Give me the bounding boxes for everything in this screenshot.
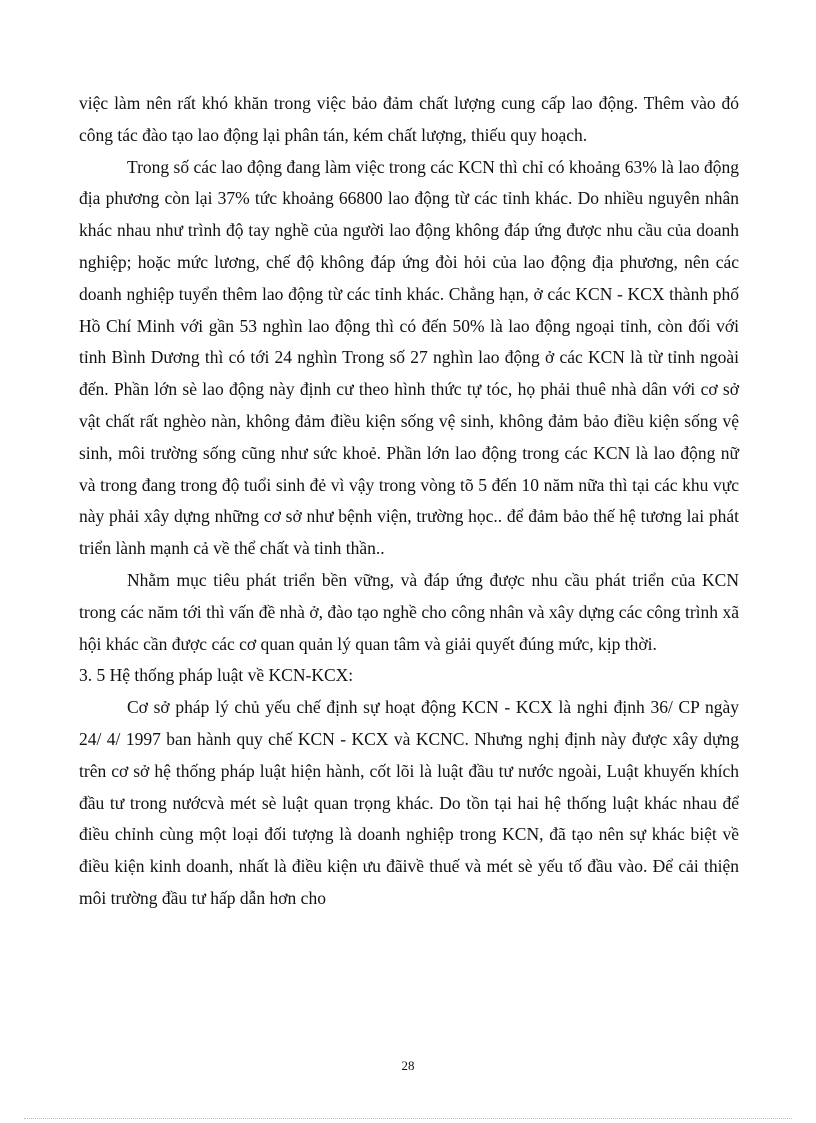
paragraph-continued: việc làm nên rất khó khăn trong việc bảo đảm chất lượng cung cấp lao động. Thêm vào đó công tác đào tạo lao động lại phân tán, kém chất lượng, thiếu quy hoạch.: [79, 93, 739, 145]
paragraph-legal-framework: Cơ sở pháp lý chủ yếu chế định sự hoạt động KCN - KCX là nghi định 36/ CP ngày 24/ 4/ 1997 ban hành quy chế KCN - KCX và KCNC. Nhưng nghị định này được xây dựng trên cơ sở hệ thống pháp luật hiện hành, cốt lõi là luật đầu tư nước ngoài, Luật khuyến khích đầu tư trong nướcvà mét sè luật quan trọng khác. Do tồn tại hai hệ thống luật khác nhau để điều chỉnh cùng một loại đối tượng là doanh nghiệp trong KCN, đã tạo nên sự khác biệt về điều kiện kinh doanh, nhất là điều kiện ưu đãivề thuế và mét sè yếu tố đầu vào. Để cải thiện môi trường đầu tư hấp dẫn hơn cho: [79, 697, 739, 908]
paragraph-labor-statistics: Trong số các lao động đang làm việc trong các KCN thì chỉ có khoảng 63% là lao động địa phương còn lại 37% tức khoảng 66800 lao động từ các tỉnh khác. Do nhiều nguyên nhân khác nhau như trình độ tay nghề của người lao động không đáp ứng được nhu cầu của doanh nghiệp; hoặc mức lương, chế độ không đáp ứng đòi hỏi của lao động địa phương, nên các doanh nghiệp tuyển thêm lao động từ các tỉnh khác. Chẳng hạn, ở các KCN - KCX thành phố Hồ Chí Minh với gần 53 nghìn lao động thì có đến 50% là lao động ngoại tỉnh, còn đối với tỉnh Bình Dương thì có tới 24 nghìn Trong số 27 nghìn lao động ở các KCN là từ tỉnh ngoài đến. Phần lớn sè lao động này định cư theo hình thức tự tóc, họ phải thuê nhà dân với cơ sở vật chất rất nghèo nàn, không đảm điều kiện sống vệ sinh, không đảm bảo điều kiện sống vệ sinh, môi trường sống cũng như sức khoẻ. Phần lớn lao động trong các KCN là lao động nữ và trong đang trong độ tuổi sinh đẻ vì vậy trong vòng tõ 5 đến 10 năm nữa thì tại các khu vực này phải xây dựng những cơ sở như bệnh viện, trường học.. để đảm bảo thế hệ tương lai phát triển lành mạnh cả về thể chất và tinh thần..: [79, 156, 739, 559]
paragraph-sustainable-development: Nhằm mục tiêu phát triển bền vững, và đáp ứng được nhu cầu phát triển của KCN trong các năm tới thì vấn đề nhà ở, đào tạo nghề cho công nhân và xây dựng các công trình xã hội khác cần được các cơ quan quản lý quan tâm và giải quyết đúng mức, kịp thời.: [79, 569, 739, 654]
page-bottom-divider: [24, 1118, 792, 1119]
page-number: 28: [401, 1058, 415, 1073]
section-heading: 3. 5 Hệ thống pháp luật về KCN-KCX:: [79, 665, 354, 686]
page-body: [79, 88, 739, 915]
